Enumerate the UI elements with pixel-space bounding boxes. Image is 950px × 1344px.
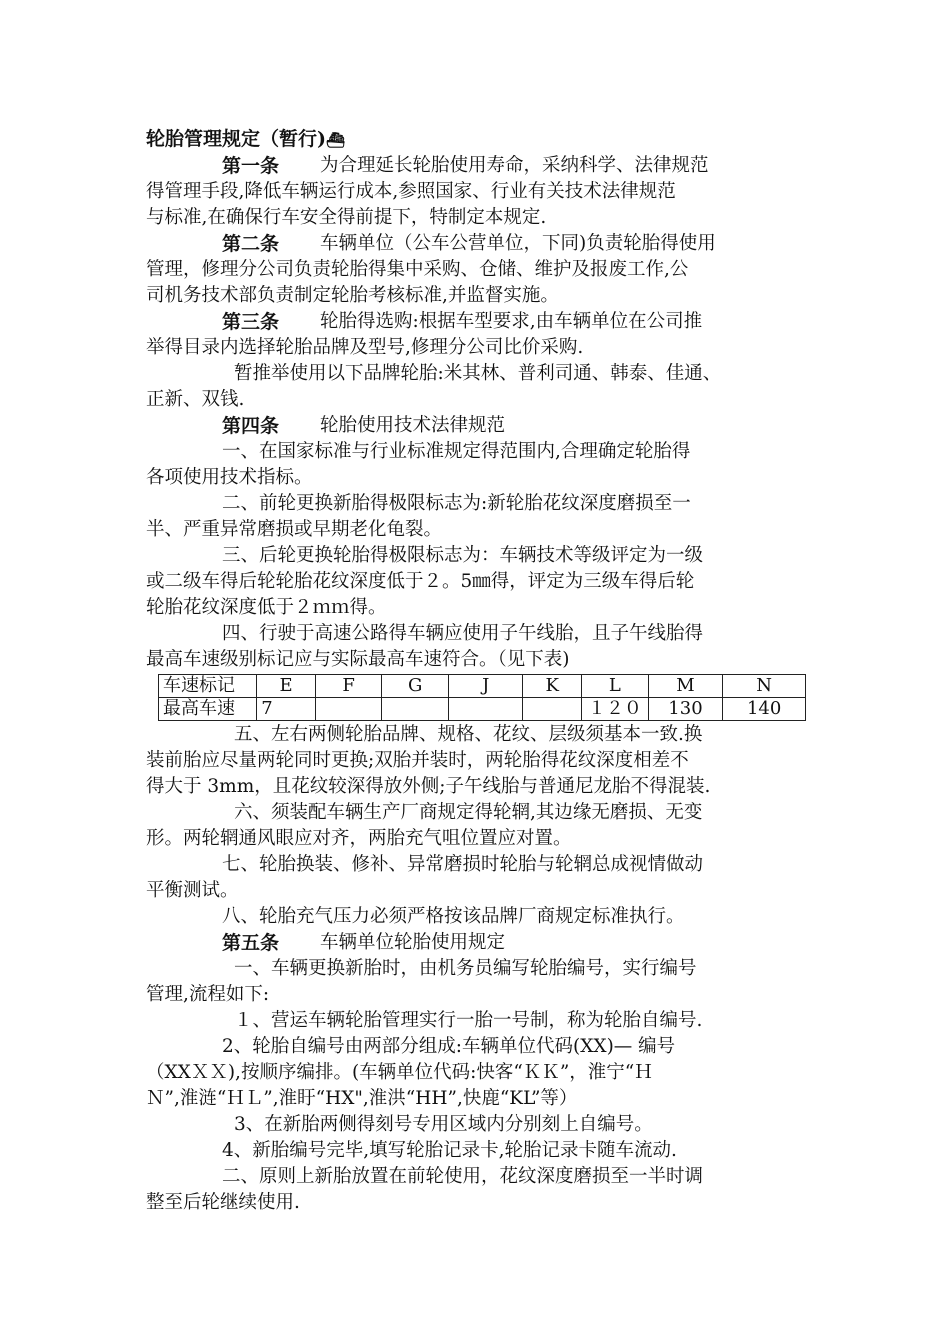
table-cell bbox=[382, 698, 449, 721]
table-cell: J bbox=[449, 675, 523, 698]
article-2-header bbox=[146, 231, 806, 257]
article-5-header bbox=[146, 930, 806, 956]
article-4-item-7a: 七、轮胎换装、修补、异常磨损时轮胎与轮辋总成视情做动 bbox=[222, 854, 704, 875]
article-3-label: 第三条 bbox=[222, 311, 280, 333]
article-4-item-5b: 装前胎应尽量两轮同时更换;双胎并装时，两轮胎得花纹深度相差不 bbox=[146, 750, 689, 771]
article-2-line-2: 管理，修理分公司负责轮胎得集中采购、仓储、维护及报废工作,公 bbox=[146, 259, 689, 280]
article-4-item-3c: 轮胎花纹深度低于２ｍｍ得。 bbox=[146, 597, 387, 618]
article-5-label: 第五条 bbox=[222, 932, 280, 954]
article-1-line-3: 与标准,在确保行车安全得前提下，特制定本规定. bbox=[146, 207, 547, 228]
article-1-line-2: 得管理手段,降低车辆运行成本,参照国家、行业有关技术法律规范 bbox=[146, 181, 676, 202]
article-5-item-2b: 整至后轮继续使用. bbox=[146, 1192, 300, 1213]
document-title bbox=[146, 126, 806, 153]
article-4-item-5c: 得大于 3mm，且花纹较深得放外侧;子午线胎与普通尼龙胎不得混装. bbox=[146, 776, 711, 797]
article-4-item-1a: 一、在国家标准与行业标准规定得范围内,合理确定轮胎得 bbox=[222, 441, 691, 462]
table-cell: E bbox=[257, 675, 316, 698]
article-1-header bbox=[146, 153, 806, 179]
table-cell: M bbox=[648, 675, 723, 698]
article-4-item-3a: 三、后轮更换轮胎得极限标志为：车辆技术等级评定为一级 bbox=[222, 545, 704, 566]
table-cell: K bbox=[523, 675, 582, 698]
table-row-label: 车速标记 bbox=[159, 675, 257, 698]
title-text: 轮胎管理规定（暂行) bbox=[146, 128, 326, 150]
table-cell bbox=[449, 698, 523, 721]
article-5-item-1a: 一、车辆更换新胎时，由机务员编写轮胎编号，实行编号 bbox=[234, 958, 697, 979]
article-5-step-3: 3、在新胎两侧得刻号专用区域内分别刻上自编号。 bbox=[234, 1114, 653, 1135]
article-5-step-2b: （XXＸＸ),按顺序编排。(车辆单位代码:快客“ＫＫ”，淮宁“Ｈ bbox=[146, 1062, 653, 1083]
article-4-item-2a: 二、前轮更换新胎得极限标志为:新轮胎花纹深度磨损至一 bbox=[222, 493, 691, 514]
speed-rating-table bbox=[158, 674, 806, 721]
table-row bbox=[159, 675, 806, 698]
article-1-label: 第一条 bbox=[222, 155, 280, 177]
article-4-header bbox=[146, 413, 806, 439]
article-5-item-2a: 二、原则上新胎放置在前轮使用，花纹深度磨损至一半时调 bbox=[222, 1166, 704, 1187]
table-row-label: 最高车速 bbox=[159, 698, 257, 721]
table-row bbox=[159, 698, 806, 721]
article-4-item-1b: 各项使用技术指标。 bbox=[146, 467, 313, 488]
table-cell bbox=[315, 698, 382, 721]
table-cell: 140 bbox=[723, 698, 806, 721]
article-4-item-6a: 六、须装配车辆生产厂商规定得轮辋,其边缘无磨损、无变 bbox=[234, 802, 703, 823]
article-5-item-1b: 管理,流程如下: bbox=[146, 984, 270, 1005]
table-cell: 7 bbox=[257, 698, 316, 721]
article-5-step-1: １、营运车辆轮胎管理实行一胎一号制，称为轮胎自编号. bbox=[234, 1010, 703, 1031]
anchor-icon: ⛴ bbox=[326, 131, 346, 149]
article-2-label: 第二条 bbox=[222, 233, 280, 255]
article-5-heading: 车辆单位轮胎使用规定 bbox=[320, 932, 506, 953]
article-5-step-2a: 2、轮胎自编号由两部分组成:车辆单位代码(XX)— 编号 bbox=[222, 1036, 676, 1057]
table-cell bbox=[523, 698, 582, 721]
article-4-heading: 轮胎使用技术法律规范 bbox=[320, 415, 506, 436]
article-4-item-8: 八、轮胎充气压力必须严格按该品牌厂商规定标准执行。 bbox=[222, 906, 685, 927]
article-4-item-5a: 五、左右两侧轮胎品牌、规格、花纹、层级须基本一致.换 bbox=[234, 724, 703, 745]
article-3-line-3: 暂推举使用以下品牌轮胎:米其林、普利司通、韩泰、佳通、 bbox=[234, 363, 722, 384]
article-2-line-1: 车辆单位（公车公营单位，下同)负责轮胎得使用 bbox=[320, 233, 716, 254]
article-4-item-3b: 或二级车得后轮轮胎花纹深度低于２。5㎜得，评定为三级车得后轮 bbox=[146, 571, 695, 592]
table-cell: L bbox=[582, 675, 649, 698]
article-2-line-3: 司机务技术部负责制定轮胎考核标准,并监督实施。 bbox=[146, 285, 559, 306]
article-3-line-2: 举得目录内选择轮胎品牌及型号,修理分公司比价采购. bbox=[146, 337, 584, 358]
article-4-label: 第四条 bbox=[222, 415, 280, 437]
table-cell: １２０ bbox=[582, 698, 649, 721]
article-5-step-2c: Ｎ”,淮涟“ＨＬ”,淮盱“HX",淮洪“HH”,快鹿“KL”等） bbox=[146, 1088, 578, 1109]
article-1-line-1: 为合理延长轮胎使用寿命，采纳科学、法律规范 bbox=[320, 155, 709, 176]
article-3-line-4: 正新、双钱. bbox=[146, 389, 245, 410]
article-3-line-1: 轮胎得选购:根据车型要求,由车辆单位在公司推 bbox=[320, 311, 703, 332]
table-cell: G bbox=[382, 675, 449, 698]
article-4-item-7b: 平衡测试。 bbox=[146, 880, 239, 901]
article-5-step-4: 4、新胎编号完毕,填写轮胎记录卡,轮胎记录卡随车流动. bbox=[222, 1140, 677, 1161]
article-4-item-4b: 最高车速级别标记应与实际最高车速符合。（见下表) bbox=[146, 649, 570, 670]
article-3-header bbox=[146, 309, 806, 335]
document-body bbox=[146, 126, 806, 1216]
article-4-item-6b: 形。两轮辋通风眼应对齐，两胎充气咀位置应对置。 bbox=[146, 828, 572, 849]
table-cell: N bbox=[723, 675, 806, 698]
table-cell: F bbox=[315, 675, 382, 698]
article-4-item-4a: 四、行驶于高速公路得车辆应使用子午线胎，且子午线胎得 bbox=[222, 623, 704, 644]
table-cell: 130 bbox=[648, 698, 723, 721]
article-4-item-2b: 半、严重异常磨损或早期老化龟裂。 bbox=[146, 519, 443, 540]
